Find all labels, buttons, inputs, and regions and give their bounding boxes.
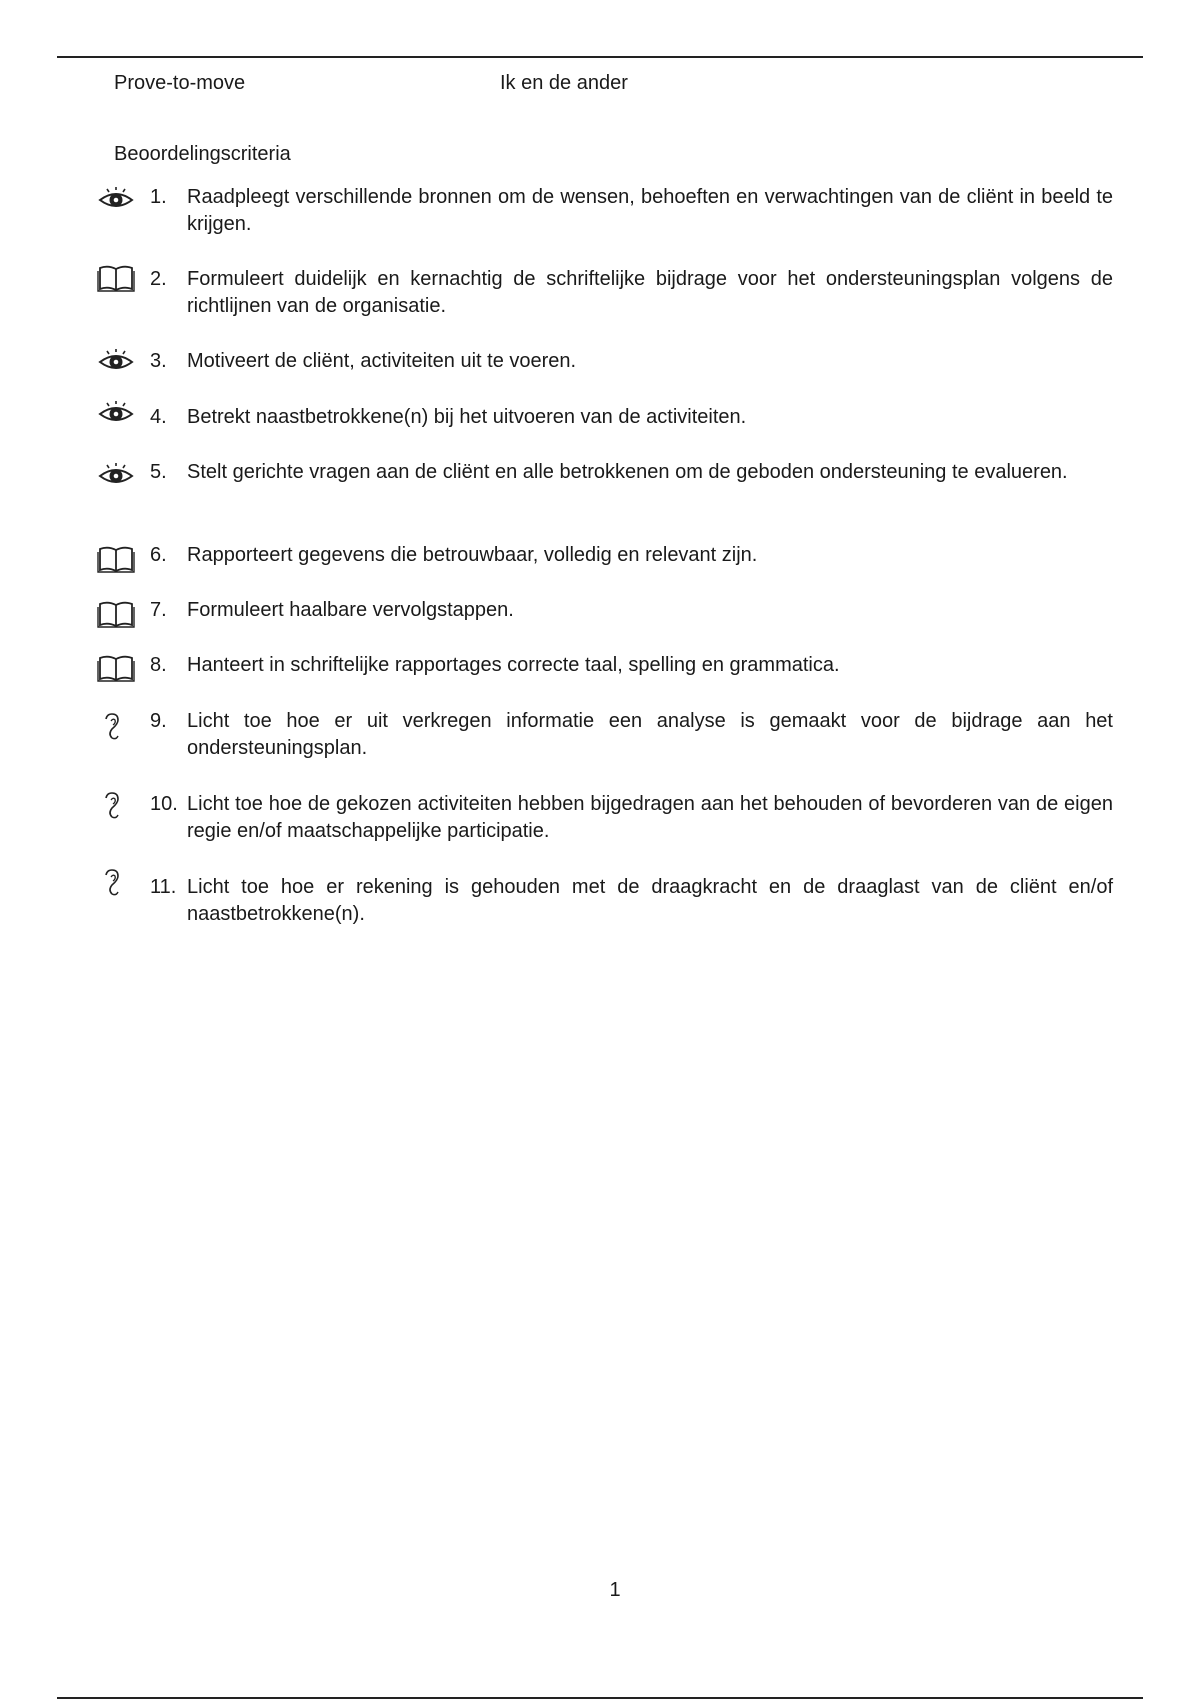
eye-icon: [96, 185, 136, 215]
criterion-text: Licht toe hoe er rekening is gehouden met de draagkracht en de draaglast van de cliënt en/of naastbetrokkene(n).: [187, 876, 1113, 925]
criterion-number: 9.: [150, 710, 167, 732]
criterion-text: Rapporteert gegevens die betrouwbaar, volledig en relevant zijn.: [187, 544, 758, 566]
eye-icon: [96, 399, 136, 429]
section-title: Beoordelingscriteria: [114, 143, 291, 165]
criterion-text: Licht toe hoe de gekozen activiteiten hebben bijgedragen aan het behouden of bevorderen van de eigen regie en/of maatschappelijke participatie.: [187, 793, 1113, 842]
criterion-text: Formuleert haalbare vervolgstappen.: [187, 599, 514, 621]
ear-icon: [96, 868, 136, 898]
top-rule: [57, 56, 1143, 58]
criterion-number: 5.: [150, 461, 167, 483]
criterion-number: 3.: [150, 350, 167, 372]
criterion-text: Licht toe hoe er uit verkregen informatie een analyse is gemaakt voor de bijdrage aan het ondersteuningsplan.: [187, 710, 1113, 759]
header-module-title: Ik en de ander: [500, 72, 628, 94]
criterion-text: Raadpleegt verschillende bronnen om de wensen, behoeften en verwachtingen van de cliënt in beeld te krijgen.: [187, 186, 1113, 235]
criterion-number: 11.: [150, 876, 177, 898]
book-icon: [96, 544, 136, 574]
criterion-number: 10.: [150, 793, 178, 815]
header-course-title: Prove-to-move: [114, 72, 246, 94]
criterion-number: 6.: [150, 544, 167, 566]
criterion-number: 8.: [150, 654, 167, 676]
page-number: 1: [609, 1579, 621, 1601]
bottom-rule: [57, 1697, 1143, 1699]
criterion-text: Stelt gerichte vragen aan de cliënt en alle betrokkenen om de geboden ondersteuning te evalueren.: [187, 461, 1068, 483]
book-icon: [96, 653, 136, 683]
eye-icon: [96, 347, 136, 377]
criterion-text: Motiveert de cliënt, activiteiten uit te voeren.: [187, 350, 577, 372]
book-icon: [96, 599, 136, 629]
eye-icon: [96, 461, 136, 491]
book-icon: [96, 263, 136, 293]
criterion-text: Formuleert duidelijk en kernachtig de schriftelijke bijdrage voor het ondersteuningsplan volgens de richtlijnen van de organisatie.: [187, 268, 1113, 317]
criterion-number: 2.: [150, 268, 167, 290]
criterion-number: 4.: [150, 406, 167, 428]
criterion-text: Hanteert in schriftelijke rapportages correcte taal, spelling en grammatica.: [187, 654, 840, 676]
criterion-text: Betrekt naastbetrokkene(n) bij het uitvoeren van de activiteiten.: [187, 406, 747, 428]
criterion-number: 7.: [150, 599, 167, 621]
criterion-number: 1.: [150, 186, 167, 208]
ear-icon: [96, 791, 136, 821]
ear-icon: [96, 712, 136, 742]
